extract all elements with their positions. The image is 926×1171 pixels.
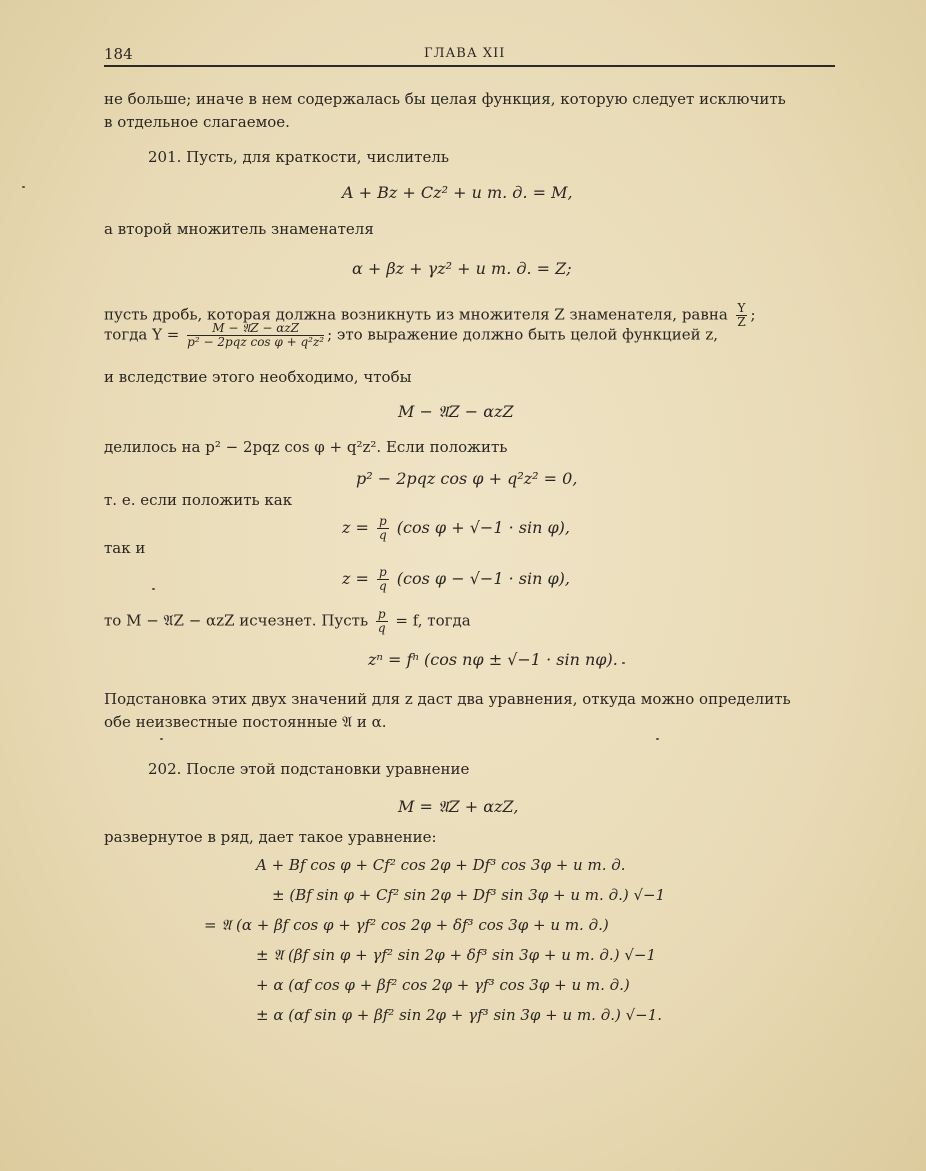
p-num: p [377, 607, 386, 621]
fraction-y-expr-num: M − 𝔄Z − αzZ [187, 322, 324, 336]
fraction-line-2 [104, 322, 718, 349]
equation-factor: α + βz + γz² + и т. д. = Z; [352, 259, 572, 278]
ie-text: т. е. если положить как [104, 491, 293, 509]
equation-root-1 [342, 515, 570, 542]
paper-speck [22, 186, 25, 188]
intro-paragraph [104, 88, 836, 134]
fraction-line-3: и вследствие этого необходимо, чтобы [104, 368, 412, 386]
root-2-rhs: (cos φ − √−1 · sin φ), [396, 569, 570, 588]
substitution-paragraph [104, 688, 836, 734]
page-number: 184 [104, 45, 133, 63]
root-2-lhs: z = [342, 569, 369, 588]
equation-main: M = 𝔄Z + αzZ, [398, 797, 519, 816]
fraction-y-expression [187, 322, 324, 349]
expanded-text: развернутое в ряд, дает такое уравнение: [104, 828, 437, 846]
fraction-y-num: Y [737, 301, 746, 315]
q-den: q [377, 621, 386, 635]
fraction-line-2-start: тогда Y = [104, 325, 180, 344]
paper-speck [656, 738, 659, 740]
divisible-line: делилось на p² − 2pqz cos φ + q²z². Если положить [104, 438, 508, 456]
intro-line-2: в отдельное слагаемое. [104, 113, 290, 131]
root-1-lhs: z = [342, 518, 369, 537]
fraction-line-2-end: ; это выражение должно быть целой функцией z, [327, 325, 719, 344]
big-eq-line-4: ± 𝔄 (βf sin φ + γf² sin 2φ + δf³ sin 3φ + и т. д.) √−1 [256, 946, 656, 964]
and-text: так и [104, 539, 146, 557]
big-eq-line-2: ± (Bf sin φ + Cf² sin 2φ + Df³ sin 3φ + и т. д.) √−1 [272, 886, 666, 904]
root-1-den: q [379, 528, 387, 542]
fraction-y-over-z [736, 302, 748, 329]
chapter-title: ГЛАВА XII [424, 46, 506, 61]
fraction-line-1-end: ; [750, 305, 756, 324]
equation-power: zⁿ = fⁿ (cos nφ ± √−1 · sin nφ). [368, 650, 618, 669]
root-2-fraction [377, 566, 389, 593]
root-1-fraction [377, 515, 389, 542]
equation-divisible: M − 𝔄Z − αzZ [398, 402, 514, 421]
root-2-den: q [379, 579, 387, 593]
root-1-rhs: (cos φ + √−1 · sin φ), [396, 518, 570, 537]
intro-line-1: не больше; иначе в нем содержалась бы целая функция, которую следует исключить [104, 90, 786, 108]
paper-speck [622, 662, 625, 664]
section-201-heading: 201. Пусть, для краткости, числитель [148, 148, 450, 166]
root-1-num: p [379, 514, 387, 528]
equation-quadratic: p² − 2pqz cos φ + q²z² = 0, [356, 469, 578, 488]
big-eq-line-5: + α (αf cos φ + βf² cos 2φ + γf³ cos 3φ + и т. д.) [256, 976, 630, 994]
p-over-q-fraction [376, 608, 388, 635]
second-factor-text: а второй множитель знаменателя [104, 220, 374, 238]
root-2-num: p [379, 565, 387, 579]
equation-numerator: A + Bz + Cz² + и т. д. = M, [342, 183, 573, 202]
big-eq-line-6: ± α (αf sin φ + βf² sin 2φ + γf³ sin 3φ + и т. д.) √−1. [256, 1006, 663, 1024]
fraction-line-1-text: пусть дробь, которая должна возникнуть из множителя Z знаменателя, равна [104, 305, 728, 324]
big-eq-line-3: = 𝔄 (α + βf cos φ + γf² cos 2φ + δf³ cos 3φ + и т. д.) [204, 916, 609, 934]
paper-speck [152, 588, 155, 590]
then-line [104, 608, 471, 635]
then-line-start: то M − 𝔄Z − αzZ исчезнет. Пусть [104, 611, 369, 630]
section-202-heading: 202. После этой подстановки уравнение [148, 760, 470, 778]
then-line-end: = f, тогда [395, 611, 471, 630]
substitution-line-1: Подстановка этих двух значений для z даст два уравнения, откуда можно определить [104, 690, 791, 708]
paper-speck [160, 738, 163, 740]
fraction-y-expr-den: p² − 2pqz cos φ + q²z² [187, 335, 325, 349]
big-eq-line-1: A + Bf cos φ + Cf² cos 2φ + Df³ cos 3φ + и т. д. [256, 856, 626, 874]
substitution-line-2: обе неизвестные постоянные 𝔄 и α. [104, 713, 387, 731]
header-rule [104, 65, 835, 67]
equation-root-2 [342, 566, 570, 593]
fraction-z-den: Z [737, 315, 746, 329]
